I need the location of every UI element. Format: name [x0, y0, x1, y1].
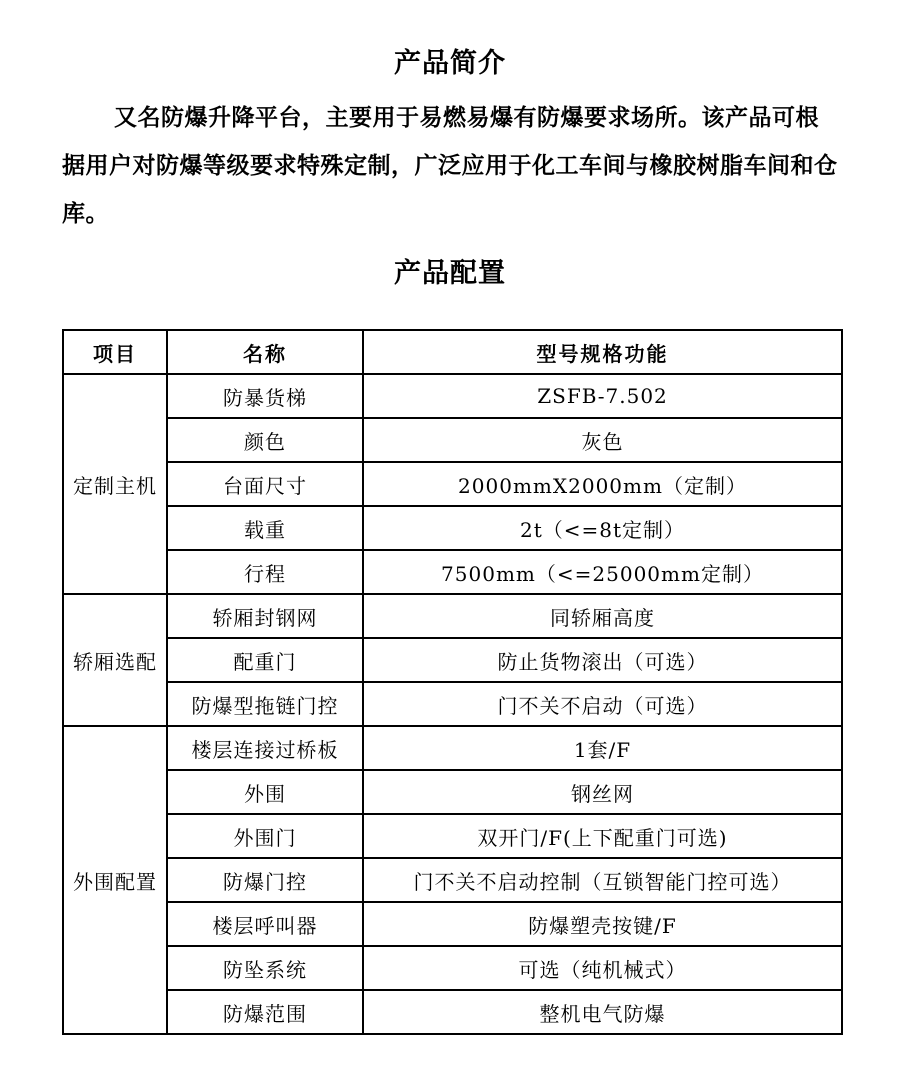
- table-row: [63, 550, 842, 594]
- row-name: 颜色: [167, 418, 363, 462]
- row-name: 外围门: [167, 814, 363, 858]
- row-spec: 同轿厢高度: [363, 594, 842, 638]
- config-heading: 产品配置: [394, 258, 506, 289]
- table-row: [63, 814, 842, 858]
- row-name: 防爆门控: [167, 858, 363, 902]
- row-spec: 7500mm（<=25000mm定制）: [363, 550, 842, 594]
- row-spec: 门不关不启动控制（互锁智能门控可选）: [363, 858, 842, 902]
- table-row: [63, 990, 842, 1034]
- row-name: 轿厢封钢网: [167, 594, 363, 638]
- header-item: 项目: [63, 330, 167, 374]
- row-name: 台面尺寸: [167, 462, 363, 506]
- intro-heading: 产品简介: [394, 48, 506, 79]
- row-spec: 防爆塑壳按键/F: [363, 902, 842, 946]
- row-name: 配重门: [167, 638, 363, 682]
- table-row: [63, 594, 842, 638]
- table-row: [63, 726, 842, 770]
- row-name: 楼层呼叫器: [167, 902, 363, 946]
- row-name: 防爆范围: [167, 990, 363, 1034]
- row-name: 外围: [167, 770, 363, 814]
- group-label: 轿厢选配: [63, 594, 167, 726]
- header-spec: 型号规格功能: [363, 330, 842, 374]
- table-row: [63, 682, 842, 726]
- row-spec: 2000mmX2000mm（定制）: [363, 462, 842, 506]
- row-spec: 2t（<=8t定制）: [363, 506, 842, 550]
- header-name: 名称: [167, 330, 363, 374]
- intro-paragraph: 又名防爆升降平台，主要用于易燃易爆有防爆要求场所。该产品可根据用户对防爆等级要求特殊定制，广泛应用于化工车间与橡胶树脂车间和仓库。: [62, 105, 838, 227]
- table-row: [63, 946, 842, 990]
- table-row: [63, 770, 842, 814]
- row-spec: 双开门/F(上下配重门可选): [363, 814, 842, 858]
- table-row: [63, 858, 842, 902]
- row-name: 防爆型拖链门控: [167, 682, 363, 726]
- row-spec: ZSFB-7.502: [363, 374, 842, 418]
- table-row: [63, 902, 842, 946]
- table-row: [63, 374, 842, 418]
- row-name: 楼层连接过桥板: [167, 726, 363, 770]
- row-spec: 整机电气防爆: [363, 990, 842, 1034]
- row-spec: 防止货物滚出（可选）: [363, 638, 842, 682]
- row-spec: 1套/F: [363, 726, 842, 770]
- row-spec: 可选（纯机械式）: [363, 946, 842, 990]
- row-name: 防暴货梯: [167, 374, 363, 418]
- group-label: 定制主机: [63, 374, 167, 594]
- group-label: 外围配置: [63, 726, 167, 1034]
- table-row: [63, 506, 842, 550]
- table-header-row: [63, 330, 842, 374]
- row-name: 行程: [167, 550, 363, 594]
- row-name: 防坠系统: [167, 946, 363, 990]
- table-row: [63, 462, 842, 506]
- table-row: [63, 638, 842, 682]
- row-spec: 灰色: [363, 418, 842, 462]
- config-table: [62, 329, 843, 1035]
- row-spec: 门不关不启动（可选）: [363, 682, 842, 726]
- row-spec: 钢丝网: [363, 770, 842, 814]
- row-name: 载重: [167, 506, 363, 550]
- table-row: [63, 418, 842, 462]
